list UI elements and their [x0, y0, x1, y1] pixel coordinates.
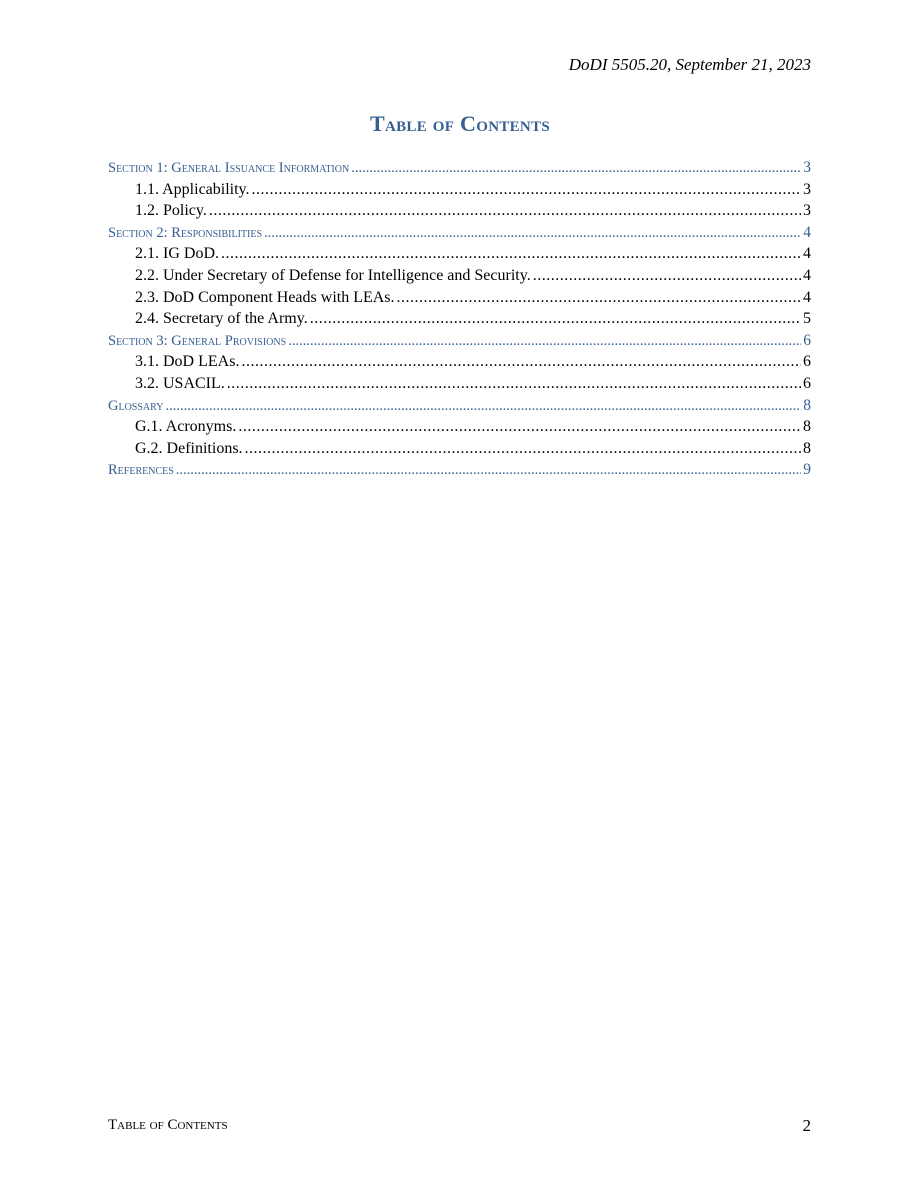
- toc-entry-label: Glossary: [108, 397, 164, 414]
- toc-entry-label: 3.2. USACIL.: [135, 374, 225, 392]
- toc-entry-label: Section 3: General Provisions: [108, 332, 287, 349]
- toc-dot-leader: [310, 308, 801, 330]
- toc-entry-label: 3.1. DoD LEAs.: [135, 353, 240, 371]
- toc-entry-label: 2.3. DoD Component Heads with LEAs.: [135, 288, 395, 306]
- toc-entry-page-number: 6: [803, 353, 811, 371]
- toc-entry-page-number: 6: [803, 331, 811, 349]
- toc-dot-leader: [245, 438, 801, 460]
- footer-section-name: Table of Contents: [108, 1117, 228, 1133]
- toc-entry-label: Section 1: General Issuance Information: [108, 160, 350, 176]
- toc-dot-leader: [227, 373, 801, 395]
- toc-section-entry[interactable]: [108, 330, 811, 352]
- toc-dot-leader: [241, 351, 801, 373]
- toc-dot-leader: [351, 158, 801, 179]
- toc-entry-label: 1.2. Policy.: [135, 202, 207, 220]
- toc-entry-page-number: 5: [803, 310, 811, 328]
- toc-entry-page-number: 3: [803, 180, 811, 198]
- toc-entry-page-number: 4: [803, 223, 811, 241]
- toc-dot-leader: [252, 179, 801, 201]
- toc-subsection-entry[interactable]: [108, 265, 811, 287]
- toc-subsection-entry[interactable]: [108, 308, 811, 330]
- toc-subsection-entry[interactable]: [108, 200, 811, 222]
- toc-dot-leader: [238, 416, 801, 438]
- toc-subsection-entry[interactable]: [108, 438, 811, 460]
- toc-dot-leader: [209, 200, 801, 222]
- toc-entry-page-number: 8: [803, 439, 811, 457]
- toc-subsection-entry[interactable]: [108, 287, 811, 309]
- toc-entry-label: G.2. Definitions.: [135, 439, 243, 457]
- toc-entry-page-number: 4: [803, 288, 811, 306]
- toc-entry-label: 2.2. Under Secretary of Defense for Intelligence and Security.: [135, 266, 531, 284]
- toc-subsection-entry[interactable]: [108, 179, 811, 201]
- toc-entry-label: Section 2: Responsibilities: [108, 224, 263, 241]
- toc-subsection-entry[interactable]: [108, 243, 811, 265]
- toc-dot-leader: [176, 460, 801, 481]
- toc-entry-page-number: 8: [803, 418, 811, 436]
- toc-entry-page-number: 8: [803, 396, 811, 414]
- toc-section-entry[interactable]: [108, 459, 811, 481]
- toc-section-entry[interactable]: [108, 222, 811, 244]
- document-reference: DoDI 5505.20, September 21, 2023: [568, 55, 811, 74]
- toc-dot-leader: [288, 331, 801, 352]
- toc-subsection-entry[interactable]: [108, 373, 811, 395]
- toc-entry-label: 2.4. Secretary of the Army.: [135, 310, 308, 328]
- toc-entry-page-number: 4: [803, 266, 811, 284]
- toc-subsection-entry[interactable]: [108, 351, 811, 373]
- toc-entry-page-number: 3: [803, 202, 811, 220]
- page-title: Table of Contents: [369, 111, 551, 136]
- toc-section-entry[interactable]: [108, 157, 811, 179]
- toc-entry-page-number: 4: [803, 245, 811, 263]
- toc-dot-leader: [221, 243, 801, 265]
- toc-entry-page-number: 6: [803, 374, 811, 392]
- toc-dot-leader: [264, 223, 801, 244]
- toc-entry-page-number: 9: [803, 461, 811, 479]
- footer-page-number: 2: [802, 1116, 811, 1135]
- toc-entry-label: 2.1. IG DoD.: [135, 245, 219, 263]
- toc-subsection-entry[interactable]: [108, 416, 811, 438]
- toc-section-entry[interactable]: [108, 395, 811, 417]
- toc-dot-leader: [397, 287, 801, 309]
- table-of-contents: [108, 157, 811, 481]
- toc-entry-label: 1.1. Applicability.: [135, 180, 250, 198]
- toc-entry-label: G.1. Acronyms.: [135, 418, 237, 436]
- toc-dot-leader: [533, 265, 801, 287]
- toc-entry-page-number: 3: [803, 159, 811, 176]
- toc-dot-leader: [166, 396, 802, 417]
- toc-entry-label: References: [108, 462, 174, 479]
